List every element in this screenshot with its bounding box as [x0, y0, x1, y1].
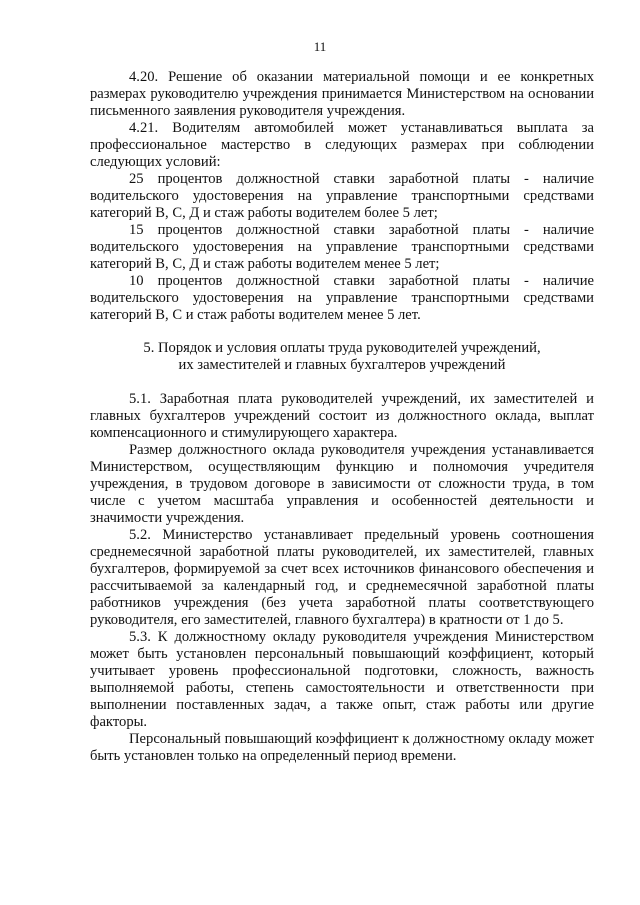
paragraph-4-20: 4.20. Решение об оказании материальной помощи и ее конкретных размерах руководителю учреждения принимается Министерством на основании письменного заявления руководителя учреждения.: [90, 69, 594, 119]
document-body: [90, 69, 594, 765]
page-number: 11: [313, 39, 327, 54]
spacer: [90, 324, 594, 340]
paragraph-5-2: 5.2. Министерство устанавливает предельный уровень соотношения среднемесячной заработной платы руководителей, их заместителей, главных бухгалтеров, формируемой за счет всех источников финансового обеспечения и рассчитываемой за календарный год, и среднемесячной заработной платы работников учреждения (без учета заработной платы соответствующего руководителя, его заместителей, главного бухгалтера) в кратности от 1 до 5.: [90, 527, 594, 628]
paragraph-5-3: 5.3. К должностному окладу руководителя учреждения Министерством может быть установлен персональный повышающий коэффициент, который учитывает уровень профессиональной подготовки, сложность, важность выполняемой работы, степень самостоятельности и ответственности при выполнении поставленных задач, а также опыт, стаж работы или другие факторы.: [90, 629, 594, 730]
paragraph-15-percent: 15 процентов должностной ставки заработной платы - наличие водительского удостоверения на управление транспортными средствами категорий В, С, Д и стаж работы водителем менее 5 лет;: [90, 222, 594, 272]
paragraph-4-21: 4.21. Водителям автомобилей может устанавливаться выплата за профессиональное мастерство в следующих размерах при соблюдении следующих условий:: [90, 120, 594, 170]
spacer: [90, 374, 594, 391]
section-heading-line-1: 5. Порядок и условия оплаты труда руководителей учреждений,: [143, 340, 541, 356]
paragraph-5-1: 5.1. Заработная плата руководителей учреждений, их заместителей и главных бухгалтеров учреждений состоит из должностного оклада, выплат компенсационного и стимулирующего характера.: [90, 391, 594, 441]
paragraph-10-percent: 10 процентов должностной ставки заработной платы - наличие водительского удостоверения на управление транспортными средствами категорий В, С и стаж работы водителем менее 5 лет.: [90, 273, 594, 323]
paragraph-25-percent: 25 процентов должностной ставки заработной платы - наличие водительского удостоверения на управление транспортными средствами категорий В, С, Д и стаж работы водителем более 5 лет;: [90, 171, 594, 221]
section-heading-line-2: их заместителей и главных бухгалтеров учреждений: [178, 357, 506, 373]
paragraph-salary-size: Размер должностного оклада руководителя учреждения устанавливается Министерством, осуществляющим функцию и полномочия учредителя учреждения, в трудовом договоре в зависимости от сложности труда, в том числе с учетом масштаба управления и особенностей деятельности и значимости учреждения.: [90, 442, 594, 526]
paragraph-personal-coefficient: Персональный повышающий коэффициент к должностному окладу может быть установлен только на определенный период времени.: [90, 731, 594, 764]
